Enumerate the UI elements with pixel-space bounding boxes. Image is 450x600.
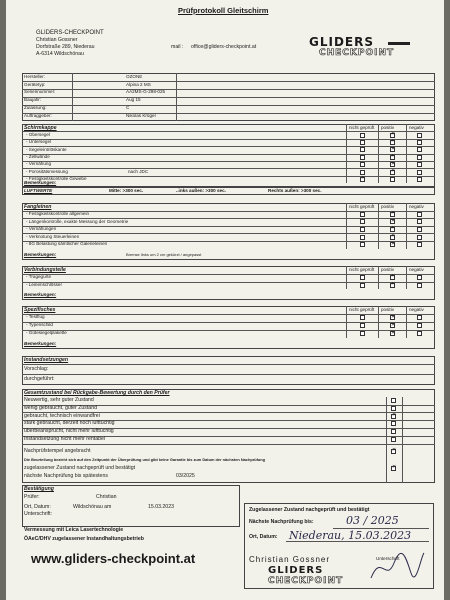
col-header-not-checked: nicht geprüft (349, 306, 375, 312)
col-header-negative: negativ (409, 203, 424, 209)
oeac-text: ÖAeC/DHV zugelassener Instandhaltungsbetrieb (24, 536, 144, 542)
check-box[interactable] (360, 212, 365, 217)
condition-option: Instandsetzung nicht mehr rentabel (24, 436, 106, 442)
bestaetigung-table (22, 485, 240, 527)
check-item-label: - Segeleintrittskante (26, 146, 67, 152)
spezifisches-table (22, 306, 435, 349)
approved-line: zugelassener Zustand nachgeprüft und bestätigt (24, 465, 136, 471)
check-item-label: - Typenschild (26, 322, 53, 328)
condition-checkbox[interactable] (391, 414, 396, 419)
check-box[interactable] (360, 170, 365, 175)
check-box[interactable] (417, 331, 422, 336)
check-box[interactable] (360, 242, 365, 247)
verbindungsteile-remarks: Bemerkungen: (24, 292, 57, 297)
divider (22, 97, 435, 98)
check-box[interactable] (417, 235, 422, 240)
check-item-label: - Tragegurte (26, 274, 52, 280)
check-box[interactable] (417, 147, 422, 152)
check-box[interactable] (390, 242, 395, 247)
logo-dash-icon (388, 42, 410, 45)
divider (22, 139, 435, 140)
check-box[interactable] (417, 227, 422, 232)
schirmkappe-remarks: Bemerkungen: (24, 180, 57, 185)
company-city: A-6314 Wildschönau (36, 51, 84, 57)
divider (378, 266, 379, 289)
check-box[interactable] (417, 162, 422, 167)
info-value: AA2MS-G-298-025 (126, 89, 166, 95)
check-item-label: - Vernähung (26, 161, 52, 167)
check-box[interactable] (360, 219, 365, 224)
condition-checkbox[interactable] (391, 429, 396, 434)
check-box[interactable] (360, 140, 365, 145)
fangleinen-remarks-text: Bremse links um 2 cm gekürzt / angepasst (126, 252, 202, 257)
info-label: Zulassung: (24, 104, 47, 110)
info-label: Auftraggeber: (24, 112, 52, 118)
info-label: Baujahr: (24, 97, 42, 103)
check-box[interactable] (360, 155, 365, 160)
luftwerte-left: ..inks außen: >300 sec. (176, 188, 226, 193)
col-header-positive: positiv (381, 266, 395, 272)
check-item-label: - Untersegel (26, 139, 52, 145)
bestaetigung-title: Bestätigung (24, 486, 54, 492)
website-text[interactable]: www.gliders-checkpoint.at (31, 551, 196, 566)
divider (386, 397, 387, 483)
info-value: Aug 15 (126, 97, 141, 103)
stamp-ort-value: Niederau, 15.03.2023 (289, 529, 412, 542)
info-value: Nikolas Krügel (126, 112, 156, 118)
stamp-applied-checkbox[interactable] (391, 449, 396, 454)
check-box[interactable] (360, 235, 365, 240)
stamp-line1: Zugelassener Zustand nachgeprüft und bestätigt (249, 507, 370, 513)
divider (22, 374, 435, 375)
fangleinen-remarks: Bemerkungen: (24, 252, 57, 257)
condition-option: stark gebraucht, derzeit noch lufttüchtig (24, 420, 115, 427)
divider (22, 314, 435, 315)
check-item-label: - Zellwände (26, 154, 50, 159)
confirm-date: 15.03.2023 (148, 504, 174, 510)
check-box[interactable] (390, 140, 395, 145)
instandsetzungen-table (22, 356, 435, 385)
stamp-next-value: 03 / 2025 (346, 514, 399, 527)
condition-option: Neuwertig, sehr guter Zustand (24, 397, 94, 403)
proposal-label: Vorschlag: (24, 366, 49, 372)
check-box[interactable] (390, 133, 395, 138)
info-value: C (126, 104, 130, 110)
check-item-label: - Festigkeitskontrolle Gewebe (26, 176, 87, 182)
check-item-label: - Gütesiegelplakette (26, 330, 67, 336)
condition-checkbox[interactable] (391, 421, 396, 426)
check-box[interactable] (390, 155, 395, 160)
vermessung-text: Vermessung mit Leica Lasertechnologie (24, 527, 124, 533)
luftwerte-right: Rechts außen: >300 sec. (268, 188, 322, 193)
divider (22, 131, 435, 132)
check-box[interactable] (360, 133, 365, 138)
divider (22, 154, 435, 155)
check-box[interactable] (360, 162, 365, 167)
next-check-label: nächste Nachprüfung bis spätestens (24, 473, 108, 479)
check-box[interactable] (417, 219, 422, 224)
divider (22, 113, 435, 114)
check-item-label: - Längenkontrolle, exakte Messung der Geometrie (26, 218, 129, 224)
spezifisches-remarks: Bemerkungen: (24, 341, 57, 346)
check-box[interactable] (390, 162, 395, 167)
stamp-applied-label: Nachprüfstempel angebracht (24, 448, 91, 454)
check-item-label: - Leinenschlösser (26, 282, 63, 287)
check-box[interactable] (390, 323, 395, 328)
check-box[interactable] (360, 283, 365, 288)
check-box[interactable] (417, 323, 422, 328)
condition-option: gebraucht, technisch einwandfrei (24, 412, 100, 419)
company-logo-top: GLIDERS (309, 35, 375, 49)
check-box[interactable] (390, 283, 395, 288)
done-label: durchgeführt: (24, 376, 55, 382)
porosity-note: nach JDC (128, 169, 149, 174)
page-title: Prüfprotokoll Gleitschirm (178, 6, 269, 15)
divider (346, 266, 347, 289)
company-street: Dorfstraße 289, Niederau (36, 44, 95, 50)
condition-checkbox[interactable] (391, 437, 396, 442)
check-item-label: - 8G Belastung sämtlicher Galerieleinen (26, 241, 108, 247)
mail-label: mail : (171, 44, 184, 50)
luftwerte-label: LUFTWERTE (24, 188, 53, 193)
check-item-label: - Obersegel (26, 131, 51, 137)
check-item-label: - Vernähungen (26, 226, 57, 232)
info-label: Gerätetyp: (24, 81, 46, 87)
check-box[interactable] (417, 283, 422, 288)
col-header-positive: positiv (381, 306, 395, 312)
divider (22, 161, 435, 162)
divider (22, 364, 435, 365)
stamp-signature-label: Unterschrift (376, 556, 400, 561)
check-box[interactable] (360, 315, 365, 320)
check-box[interactable] (360, 227, 365, 232)
check-box[interactable] (390, 227, 395, 232)
condition-checkbox[interactable] (391, 406, 396, 411)
check-box[interactable] (417, 155, 422, 160)
col-header-not-checked: nicht geprüft (349, 266, 375, 272)
col-header-positive: positiv (381, 203, 395, 209)
condition-option: wenig gebraucht, guter Zustand (24, 404, 97, 411)
check-box[interactable] (360, 147, 365, 152)
check-box[interactable] (417, 133, 422, 138)
disclaimer: Die Beurteilung bezieht sich auf den Zeitpunkt der Überprüfung und gibt keine Garantie bis zum Datum der nächsten Nachprüfung (24, 457, 266, 462)
stamp-logo-bottom: CHECKPOINT (268, 576, 344, 586)
divider (286, 541, 429, 542)
next-check-date: 03/2025 (176, 473, 195, 479)
info-value: OZONE (126, 74, 143, 79)
divider (22, 81, 435, 82)
check-item-label: - Verknotung Steuerleinen (26, 233, 80, 239)
divider (22, 146, 435, 147)
divider (22, 226, 435, 227)
schirmkappe-title: Schirmkappe (24, 125, 57, 131)
divider (22, 282, 435, 283)
check-box[interactable] (390, 219, 395, 224)
check-box[interactable] (417, 275, 422, 280)
check-box[interactable] (390, 331, 395, 336)
check-item-label: - Testflug (26, 314, 45, 320)
check-box[interactable] (360, 275, 365, 280)
divider (22, 105, 435, 106)
pruefer-name: Christian (96, 494, 117, 500)
company-email[interactable]: office@gliders-checkpoint.at (191, 44, 257, 50)
col-header-not-checked: nicht geprüft (349, 124, 375, 130)
divider (22, 233, 435, 234)
approved-checkbox[interactable] (391, 466, 396, 471)
check-box[interactable] (417, 212, 422, 217)
check-box[interactable] (360, 331, 365, 336)
check-box[interactable] (417, 170, 422, 175)
check-box[interactable] (390, 170, 395, 175)
stamp-next-label: Nächste Nachprüfung bis: (249, 519, 314, 525)
ort-value: Wildschönau am (73, 504, 112, 510)
divider (402, 397, 403, 483)
divider (22, 168, 435, 169)
pruefer-label: Prüfer: (24, 494, 40, 500)
check-box[interactable] (390, 147, 395, 152)
check-item-label: - Porositätsmessung (26, 168, 68, 174)
divider (22, 322, 435, 323)
check-box[interactable] (417, 140, 422, 145)
col-header-negative: negativ (409, 306, 424, 312)
col-header-positive: positiv (381, 124, 395, 130)
company-person: Christian Gossner (36, 37, 78, 43)
check-box[interactable] (390, 315, 395, 320)
divider (22, 89, 435, 90)
luftwerte-middle: Mitte: >300 sec. (109, 188, 144, 193)
info-label: Hersteller: (24, 74, 45, 79)
stamp-ort-label: Ort, Datum: (249, 534, 278, 540)
divider (22, 444, 435, 445)
instandsetzungen-title: Instandsetzungen (24, 357, 69, 363)
check-box[interactable] (417, 242, 422, 247)
check-box[interactable] (390, 275, 395, 280)
protocol-sheet (6, 0, 444, 600)
company-logo-bottom: CHECKPOINT (319, 48, 395, 58)
signature-label: Unterschrift: (24, 511, 52, 517)
info-label: Seriennummer: (24, 89, 56, 95)
col-header-negative: negativ (409, 266, 424, 272)
check-box[interactable] (417, 177, 422, 182)
divider (22, 274, 435, 275)
check-box[interactable] (360, 177, 365, 182)
condition-option: überbeansprucht, nicht mehr lufttüchtig (24, 428, 114, 435)
signature-scribble-icon (366, 548, 426, 588)
check-box[interactable] (390, 235, 395, 240)
info-value: Alpina 2 MS (126, 81, 151, 87)
check-box[interactable] (390, 177, 395, 182)
company-name: GLIDERS-CHECKPOINT (36, 30, 104, 36)
col-header-negative: negativ (409, 124, 424, 130)
fangleinen-title: Fangleinen (24, 204, 52, 210)
divider (22, 330, 435, 331)
verbindungsteile-title: Verbindungsteile (24, 267, 66, 273)
col-header-not-checked: nicht geprüft (349, 203, 375, 209)
spezifisches-title: Spezifisches (24, 307, 56, 313)
stamp-name: Christian Gossner (249, 555, 331, 564)
gesamtzustand-title: Gesamtzustand bei Rückgabe-Bewertung durch den Prüfer (24, 390, 170, 396)
luftwerte-row (22, 187, 435, 195)
check-box[interactable] (417, 315, 422, 320)
check-item-label: - Festigkeitskontrolle allgemein (26, 211, 90, 216)
check-box[interactable] (360, 323, 365, 328)
ort-label: Ort, Datum: (24, 504, 51, 510)
condition-checkbox[interactable] (391, 398, 396, 403)
divider (406, 266, 407, 289)
stamp-logo-top: GLIDERS (268, 565, 324, 576)
check-box[interactable] (390, 212, 395, 217)
